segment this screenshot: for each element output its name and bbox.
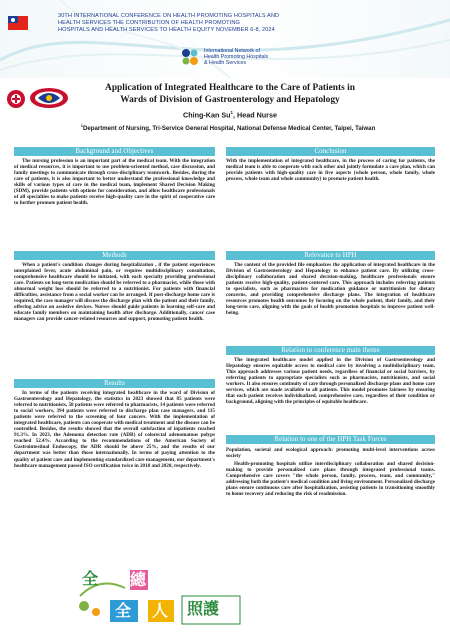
hospital-emblem-icon <box>7 90 25 108</box>
title-line-2: Wards of Division of Gastroenterology and Hepatology <box>120 94 340 105</box>
taiwan-flag-icon <box>8 16 28 30</box>
affiliation-text: Department of Nursing, Tri-Service General Hospital, National Defense Medical Center, Taipei, Taiwan <box>82 125 376 133</box>
network-line-3: & Health Services <box>204 60 247 67</box>
network-line-2: Health Promoting Hospitals <box>204 54 269 61</box>
logo-char-5: 照護 <box>187 599 220 618</box>
section-heading-background: Background and Objectives <box>14 147 215 156</box>
results-text: In terms of the patients receiving integrated healthcare in the ward of Division of Gastroenterology and Hepatology, the statistics in 2023 showed that 85 patients were referred to nutritionists, 58 patients were referred to pharmacists, 14 patients were referred to social workers, 394 patients were referred to discharge plan case managers, and 115 patients were referred to the screening of four cancers. With the implementation of integrated healthcare, patients can cooperate with medical treatment and the disease can be controlled. Besides, the results showed that the overall satisfaction of inpatients reached 91.3%. In 2023, the Adenoma detection rate (ADR) of colorectal adenomatous polyps reached 52.4%. According to the recommendations of the American Society of Gastrointestinal Endoscopy, the ADR should be above 25%, and the results of our department was better than those internationally. In terms of paying attention to the quality of patient care and implementing standardized care management, our department's healthcare management passed ISO certification twice in 2018 and 2020, respectively. <box>14 390 215 469</box>
section-heading-results: Results <box>14 379 215 388</box>
logo-char-1: 全 <box>82 569 99 588</box>
author-role: , Head Nurse <box>233 110 277 120</box>
section-heading-conclusion: Conclusion <box>226 147 435 156</box>
section-heading-relevance: Relevance to HPH <box>226 251 435 260</box>
relevance-text: The content of the provided file emphasizes the application of integrated healthcare in the Division of Gastroenterology and Hepatology to enhance patient care. By utilizing cross-disciplinary collaboration and shared decision-making, healthcare professionals ensure patients receive high-quality, patient-centered care. This approach includes referring patients to specialists, such as pharmacists for medication guidance or nutritionists for dietary concerns, and providing comprehensive discharge plans. The integration of healthcare resources promotes health outcomes by focusing on the whole patient, their family, and their long-term care, aligning with the goals of health promotion hospitals to improve patient well-being. <box>226 262 435 317</box>
task-forces-text-2: Health-promoting hospitals utilize interdisciplinary collaboration and shared decision-making to provide personalized care plans through integrated professional teams. Comprehensive care covers "the whole person, family, process, team, and community," addressing both the patient's medical condition and living environment. Personalized discharge plans ensure continuous care after hospitalization, assisting patients in transitioning smoothly to home recovery and reducing the risk of readmission. <box>226 461 435 498</box>
author-superscript: 1 <box>230 110 234 115</box>
background-text: The nursing profession is an important part of the medical team. With the integration of medical resources, it is important to use problem-oriented method, case discussion, and family meetings to communicate through cross-disciplinary teamwork. Besides, during the care of patients, it is also important to better understand the professional knowledge and skills of various types of care in the medical team, implement Shared Decision Making (SDM), provide patients with options for consideration, and allow healthcare professionals of all specialties to make patients receive high-quality care in the spirit of cooperative care to further promote patient health. <box>14 158 215 207</box>
hph-network-text <box>204 48 374 67</box>
department-logo <box>28 86 70 110</box>
affiliation <box>48 123 408 132</box>
integrated-care-logo <box>70 566 245 628</box>
conference-line-1: 30TH INTERNATIONAL CONFERENCE ON HEALTH PROMOTING HOSPITALS AND <box>58 13 280 19</box>
conference-line-3: HOSPITALS AND HEALTH SERVICES TO HEALTH EQUITY NOVEMBER 6-8, 2024 <box>58 26 275 33</box>
section-heading-conference-theme: Relation to conference main theme <box>226 346 435 355</box>
hph-network-logo <box>180 45 380 71</box>
logo-char-3: 全 <box>115 601 132 620</box>
network-line-1: International Network of <box>204 48 260 54</box>
title-line-1: Application of Integrated Healthcare to the Care of Patients in <box>105 83 355 93</box>
hph-mark-icon <box>180 47 200 67</box>
logo-char-4: 人 <box>152 601 169 620</box>
methods-text: When a patient's condition changes during hospitalization , if the patient experiences unexplained fever, acute abdominal pain, or requires multidisciplinary consultation, comprehensive healthcare should be initiated, with each specialty providing professional care. Patients on long-term medication should be referred to a pharmacist, while those with abnormal weight loss should be referred to a nutritionist. For patients with financial difficulties, assistance from a social worker can be arranged. If post-discharge home care is required, the case manager will discuss the discharge plan with the patient and their family, offering advice on assistive devices. Nurses should guide patients in learning self-care and educate family members on maintaining health after discharge. Additionally, cancer case managers can provide cancer-related resources and support, promoting patient health. <box>14 262 215 323</box>
affiliation-superscript: 1 <box>80 123 83 128</box>
conference-line-2: HEALTH SERVICES THE CONTRIBUTION OF HEALTH PROMOTING <box>58 19 240 26</box>
poster-title <box>80 83 380 106</box>
conclusion-text: With the implementation of integrated healthcare, in the process of caring for patients, the medical team is able to cooperate with each other and jointly formulate a care plan, which can provide patients with high-quality care in five aspects (whole person, whole family, whole process, whole team and whole community) to promote patient health. <box>226 158 435 183</box>
authors <box>80 110 380 119</box>
conference-theme-text: The integrated healthcare model applied in the Division of Gastroenterology and Hepatology ensures equitable access to medical care by involving a multidisciplinary team. This approach addresses various patient needs, regardless of financial or social barriers, by referring patients to appropriate specialists such as pharmacists, nutritionists, and social workers. It also ensures continuity of care through personalized discharge plans and home care services, which are made available to all patients. This model promotes fairness by ensuring that each patient receives individualized, comprehensive care, regardless of their condition or background, aligning with the principles of equitable healthcare. <box>226 357 435 406</box>
task-forces-text-1: Population, societal and ecological approach: promoting multi-level interventions across society <box>226 447 435 460</box>
section-heading-methods: Methods <box>14 251 215 260</box>
conference-title <box>58 13 358 33</box>
section-heading-task-forces: Relation to one of the HPH Task Forces <box>226 435 435 444</box>
author-name: Ching-Kan Su <box>183 110 231 120</box>
logo-char-2: 總 <box>130 570 147 589</box>
